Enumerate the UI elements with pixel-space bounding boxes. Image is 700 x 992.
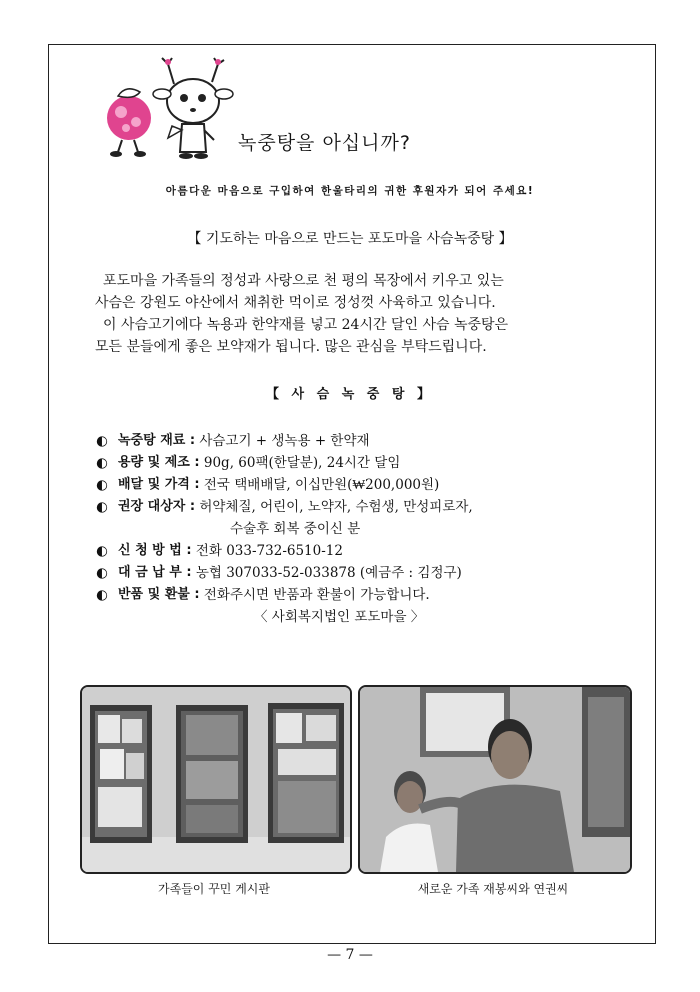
half-circle-bullet-icon: ◐ <box>96 433 108 449</box>
detail-value: 전국 택배배달, 이십만원(₩200,000원) <box>203 477 440 493</box>
detail-value: 수술후 회복 중이신 분 <box>230 521 361 537</box>
detail-row-target-continued <box>96 518 636 540</box>
slogan-text: 아름다운 마음으로 구입하여 한울타리의 귀한 후원자가 되어 주세요! <box>165 185 535 197</box>
half-circle-bullet-icon: ◐ <box>96 455 108 471</box>
half-circle-bullet-icon: ◐ <box>96 543 108 559</box>
detail-label: 신 청 방 법 : <box>118 543 192 558</box>
product-heading: 【 사 슴 녹 중 탕 】 <box>266 387 434 402</box>
detail-value: 사슴고기 + 생녹용 + 한약재 <box>199 433 370 449</box>
family-members-photo <box>358 685 632 874</box>
detail-row-payment <box>96 562 636 584</box>
detail-row-delivery <box>96 474 636 496</box>
page-title: 녹중탕을 아십니까? <box>238 132 411 154</box>
intro-line: 포도마을 가족들의 정성과 사랑으로 천 평의 목장에서 키우고 있는 <box>103 273 504 289</box>
detail-row-apply <box>96 540 636 562</box>
bulletin-board-photo <box>80 685 352 874</box>
intro-paragraph <box>95 270 615 358</box>
section-headline: 【 기도하는 마음으로 만드는 포도마을 사슴녹중탕 】 <box>187 231 513 247</box>
half-circle-bullet-icon: ◐ <box>96 587 108 603</box>
detail-value: 허약체질, 어린이, 노약자, 수험생, 만성피로자, <box>199 499 473 515</box>
detail-value: 전화 033-732-6510-12 <box>195 543 343 559</box>
product-details-list <box>96 430 636 628</box>
half-circle-bullet-icon: ◐ <box>96 565 108 581</box>
page-number: — 7 — <box>327 947 373 963</box>
detail-row-volume <box>96 452 636 474</box>
pink-flower-icon <box>107 89 151 157</box>
detail-row-materials <box>96 430 636 452</box>
detail-value: 농협 307033-52-033878 (예금주 : 김정구) <box>195 565 462 581</box>
half-circle-bullet-icon: ◐ <box>96 477 108 493</box>
photo-caption: 새로운 가족 재봉씨와 연권씨 <box>417 882 569 896</box>
detail-label: 대 금 납 부 : <box>118 565 192 580</box>
detail-label: 녹중탕 재료 : <box>118 433 196 448</box>
organization-name: 〈 사회복지법인 포도마을 〉 <box>254 609 425 625</box>
deer-mascot-illustration <box>96 56 246 166</box>
detail-label: 용량 및 제조 : <box>118 455 200 470</box>
detail-row-refund <box>96 584 636 606</box>
detail-value: 전화주시면 반품과 환불이 가능합니다. <box>203 587 430 603</box>
detail-label: 배달 및 가격 : <box>118 477 200 492</box>
intro-line: 모든 분들에게 좋은 보약재가 됩니다. 많은 관심을 부탁드립니다. <box>95 339 487 355</box>
detail-label: 권장 대상자 : <box>118 499 196 514</box>
photo-caption: 가족들이 꾸민 게시판 <box>158 882 270 896</box>
half-circle-bullet-icon: ◐ <box>96 499 108 515</box>
deer-icon <box>153 58 233 159</box>
detail-value: 90g, 60팩(한달분), 24시간 달임 <box>203 455 401 471</box>
intro-line: 사슴은 강원도 야산에서 채취한 먹이로 정성껏 사육하고 있습니다. <box>95 295 496 311</box>
detail-label: 반품 및 환불 : <box>118 587 200 602</box>
detail-row-target <box>96 496 636 518</box>
intro-line: 이 사슴고기에다 녹용과 한약재를 넣고 24시간 달인 사슴 녹중탕은 <box>103 317 509 333</box>
